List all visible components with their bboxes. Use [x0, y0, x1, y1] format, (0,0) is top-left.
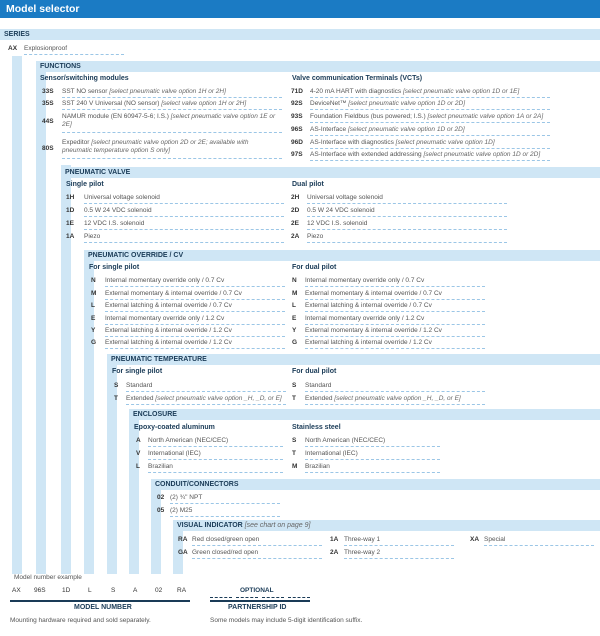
divider [105, 348, 285, 349]
enclosure-right-heading: Stainless steel [292, 424, 341, 431]
partnership-id-rule [210, 600, 310, 602]
divider [148, 446, 283, 447]
divider [305, 348, 485, 349]
option-code: 1A [66, 233, 75, 240]
conduit-header: CONDUIT/CONNECTORS [151, 479, 600, 490]
option-text: Piezo [307, 233, 324, 240]
option-code: 71D [291, 88, 303, 95]
model-number-note: Mounting hardware required and sold separately. [10, 617, 151, 624]
optional-label: OPTIONAL [240, 587, 274, 594]
functions-right-heading: Valve communication Terminals (VCTs) [292, 75, 423, 82]
example-code: S [111, 587, 116, 594]
divider [310, 148, 550, 149]
option-code: L [91, 302, 95, 309]
option-code: XA [470, 536, 480, 543]
temperature-left-heading: For single pilot [112, 368, 163, 375]
option-code: G [91, 339, 97, 346]
divider [484, 545, 594, 546]
option-code: E [91, 315, 96, 322]
option-text: 12 VDC I.S. solenoid [84, 220, 145, 227]
divider [192, 545, 322, 546]
divider [310, 160, 550, 161]
divider [105, 324, 285, 325]
option-text: Internal momentary override only / 0.7 Cv [105, 277, 225, 284]
series-label: Explosionproof [24, 45, 67, 52]
example-code: L [88, 587, 92, 594]
option-code: RA [178, 536, 188, 543]
optional-slot [236, 597, 258, 598]
option-text: External latching & internal override / 1.2 Cv [105, 339, 232, 346]
rail-enclosure [129, 410, 139, 574]
divider [105, 336, 285, 337]
divider [305, 299, 485, 300]
divider [305, 324, 485, 325]
option-text: North American (NEC/CEC) [305, 437, 386, 444]
divider [84, 242, 284, 243]
optional-slot [288, 597, 310, 598]
divider [62, 158, 282, 159]
divider [305, 391, 485, 392]
divider [105, 299, 285, 300]
option-code: 33S [42, 88, 54, 95]
divider [305, 311, 485, 312]
option-code: A [136, 437, 141, 444]
option-code: 1A [330, 536, 339, 543]
series-header: SERIES [0, 29, 600, 40]
divider [126, 404, 286, 405]
option-code: M [91, 290, 97, 297]
option-text: Internal momentary override only / 1.2 Cv [105, 315, 225, 322]
option-text: Piezo [84, 233, 101, 240]
option-code: 2E [291, 220, 299, 227]
option-text: North American (NEC/CEC) [148, 437, 229, 444]
rail-override [84, 250, 97, 574]
option-text: Extended [select pneumatic valve option _H, _D, or E] [126, 395, 282, 402]
divider [170, 516, 280, 517]
option-text: Foundation Fieldbus (bus powered; I.S.) [select pneumatic valve option 1A or 2A] [310, 113, 544, 120]
pneumatic-override-header: PNEUMATIC OVERRIDE / CV [84, 250, 600, 261]
option-text: 12 VDC I.S. solenoid [307, 220, 368, 227]
enclosure-header: ENCLOSURE [129, 409, 600, 420]
option-text: 4-20 mA HART with diagnostics [select pneumatic valve option 1D or 1E] [310, 88, 520, 95]
option-text: External latching & internal override / 1.2 Cv [105, 327, 232, 334]
example-code: 96S [34, 587, 46, 594]
valve-right-heading: Dual pilot [292, 181, 324, 188]
option-text: External latching & internal override / 0.7 Cv [105, 302, 232, 309]
option-code: M [292, 290, 298, 297]
option-code: 92S [291, 100, 303, 107]
example-code: 1D [62, 587, 71, 594]
divider [148, 472, 283, 473]
option-text: External momentary & internal override / 0.7 Cv [105, 290, 242, 297]
divider [305, 472, 440, 473]
divider [310, 97, 550, 98]
option-text: 0.5 W 24 VDC solenoid [307, 207, 375, 214]
divider [310, 135, 550, 136]
option-text: Internal momentary override only / 1.2 Cv [305, 315, 425, 322]
option-text: Brazilian [148, 463, 173, 470]
divider [126, 391, 286, 392]
option-code: L [136, 463, 140, 470]
option-code: 96S [291, 126, 303, 133]
option-code: S [292, 437, 297, 444]
functions-header: FUNCTIONS [36, 61, 600, 72]
model-number-label: MODEL NUMBER [74, 604, 132, 611]
option-text: (2) ¾" NPT [170, 494, 203, 501]
option-text: AS-Interface with diagnostics [select pneumatic valve option 1D] [310, 139, 495, 146]
example-code: A [133, 587, 138, 594]
option-code: G [292, 339, 298, 346]
option-code: 1D [66, 207, 75, 214]
option-text: External latching & internal override / 1.2 Cv [305, 339, 432, 346]
divider [62, 97, 282, 98]
option-text: Red closed/green open [192, 536, 260, 543]
divider [307, 229, 507, 230]
divider [310, 122, 550, 123]
series-code: AX [8, 45, 18, 52]
override-right-heading: For dual pilot [292, 264, 337, 271]
option-text: External momentary & internal override / 0.7 Cv [305, 290, 442, 297]
option-text: International (IEC) [305, 450, 358, 457]
option-text: AS-Interface [select pneumatic valve option 1D or 2D] [310, 126, 465, 133]
override-left-heading: For single pilot [89, 264, 140, 271]
functions-left-heading: Sensor/switching modules [40, 75, 129, 82]
divider [344, 545, 454, 546]
enclosure-left-heading: Epoxy-coated aluminum [134, 424, 215, 431]
option-code: 05 [157, 507, 165, 514]
option-code: 97S [291, 151, 303, 158]
option-text: Expeditor [select pneumatic valve option 2D or 2E; available with pneumatic temperature option S only] [62, 139, 249, 154]
option-code: T [292, 450, 296, 457]
option-text: Brazilian [305, 463, 330, 470]
rail-series [12, 56, 22, 574]
option-text: Extended [select pneumatic valve option _H, _D, or E] [305, 395, 461, 402]
divider [307, 216, 507, 217]
optional-slot [262, 597, 284, 598]
option-code: T [114, 395, 118, 402]
option-code: N [91, 277, 96, 284]
divider [307, 242, 507, 243]
option-text: International (IEC) [148, 450, 201, 457]
option-code: L [292, 302, 296, 309]
page-title: Model selector [0, 0, 600, 18]
partnership-id-note: Some models may include 5-digit identification suffix. [210, 617, 363, 624]
divider [84, 216, 284, 217]
divider [62, 109, 282, 110]
divider [307, 203, 507, 204]
divider [170, 503, 280, 504]
example-label: Model number example [14, 574, 82, 581]
option-text: External momentary & internal override / 1.2 Cv [305, 327, 442, 334]
option-code: 35S [42, 100, 54, 107]
option-code: S [114, 382, 119, 389]
divider [84, 229, 284, 230]
pneumatic-temperature-header: PNEUMATIC TEMPERATURE [107, 354, 600, 365]
optional-slot [210, 597, 232, 598]
option-code: 1H [66, 194, 75, 201]
divider [305, 446, 440, 447]
option-code: 80S [42, 145, 54, 152]
option-code: 2D [291, 207, 300, 214]
option-text: DeviceNet™ [select pneumatic valve option 1D or 2D] [310, 100, 465, 107]
option-code: N [292, 277, 297, 284]
option-text: SST 240 V Universal (NO sensor) [select valve option 1H or 2H] [62, 100, 247, 107]
example-code: AX [12, 587, 21, 594]
divider [192, 558, 322, 559]
option-code: 2A [291, 233, 300, 240]
option-text: AS-Interface with extended addressing [select pneumatic valve option 1D or 2D] [310, 151, 541, 158]
pneumatic-valve-header: PNEUMATIC VALVE [61, 167, 600, 178]
valve-left-heading: Single pilot [66, 181, 104, 188]
option-code: Y [91, 327, 96, 334]
example-code: 02 [155, 587, 163, 594]
model-number-rule [10, 600, 190, 602]
option-text: Green closed/red open [192, 549, 259, 556]
option-code: M [292, 463, 298, 470]
divider [305, 286, 485, 287]
option-text: Standard [126, 382, 153, 389]
option-text: Universal voltage solenoid [84, 194, 160, 201]
option-code: Y [292, 327, 297, 334]
option-text: Three-way 1 [344, 536, 381, 543]
temperature-right-heading: For dual pilot [292, 368, 337, 375]
visual-indicator-header: VISUAL INDICATOR [see chart on page 9] [173, 520, 600, 531]
option-code: 44S [42, 118, 54, 125]
option-code: 2H [291, 194, 300, 201]
option-text: External latching & internal override / 0.7 Cv [305, 302, 432, 309]
option-code: GA [178, 549, 188, 556]
option-code: T [292, 395, 296, 402]
option-text: SST NO sensor [select pneumatic valve option 1H or 2H] [62, 88, 226, 95]
option-text: Universal voltage solenoid [307, 194, 383, 201]
example-code: RA [177, 587, 187, 594]
option-text: 0.5 W 24 VDC solenoid [84, 207, 152, 214]
option-text: Three-way 2 [344, 549, 381, 556]
option-text: Standard [305, 382, 332, 389]
divider [62, 132, 282, 133]
option-text: Internal momentary override only / 0.7 Cv [305, 277, 425, 284]
option-text: (2) M25 [170, 507, 193, 514]
divider [84, 203, 284, 204]
divider [24, 54, 124, 55]
divider [105, 311, 285, 312]
option-code: S [292, 382, 297, 389]
option-code: 93S [291, 113, 303, 120]
option-code: 1E [66, 220, 74, 227]
divider [344, 558, 454, 559]
option-code: 2A [330, 549, 339, 556]
option-code: 02 [157, 494, 165, 501]
divider [105, 286, 285, 287]
divider [305, 336, 485, 337]
divider [310, 109, 550, 110]
option-code: E [292, 315, 297, 322]
option-code: 96D [291, 139, 303, 146]
divider [305, 404, 485, 405]
divider [305, 459, 440, 460]
option-text: Special [484, 536, 506, 543]
option-text: NAMUR module (EN 60947-5-6; I.S.) [select pneumatic valve option 1E or 2E] [62, 113, 276, 128]
option-code: V [136, 450, 141, 457]
divider [148, 459, 283, 460]
partnership-id-label: PARTNERSHIP ID [228, 604, 287, 611]
